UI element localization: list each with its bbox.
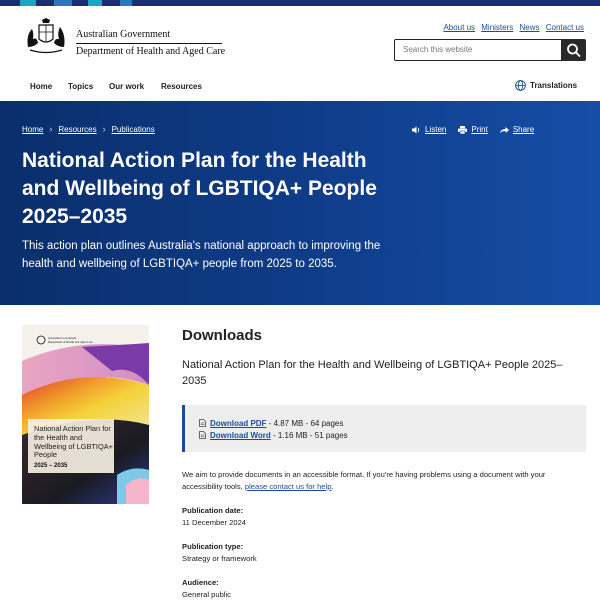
download-row-pdf xyxy=(199,417,586,429)
accessibility-end: . xyxy=(331,482,334,491)
link-about-us[interactable]: About us xyxy=(443,23,476,32)
print-link[interactable]: Print xyxy=(471,125,488,134)
cover-years: 2025 – 2035 xyxy=(34,463,68,469)
audience-value: General public xyxy=(182,590,231,599)
page-title: National Action Plan for the Health and Wellbeing of LGBTIQA+ People 2025–2035 xyxy=(22,149,377,228)
translations-label: Translations xyxy=(530,81,578,90)
cover-artwork xyxy=(22,325,149,504)
breadcrumb-publications[interactable]: Publications xyxy=(111,124,155,134)
search-button[interactable] xyxy=(561,39,586,61)
downloads-heading: Downloads xyxy=(182,327,263,344)
print-button[interactable] xyxy=(458,125,487,134)
link-ministers[interactable]: Ministers xyxy=(481,23,514,32)
audience xyxy=(182,577,231,600)
coat-of-arms-icon[interactable] xyxy=(22,17,70,57)
printer-icon xyxy=(458,126,467,134)
audience-label: Audience: xyxy=(182,578,219,587)
site-header xyxy=(0,6,600,70)
download-links-box xyxy=(182,405,586,452)
publication-cover-image xyxy=(22,325,149,504)
search-icon xyxy=(561,39,586,61)
publication-date-label: Publication date: xyxy=(182,506,244,515)
speaker-icon xyxy=(412,126,421,134)
publication-type-label: Publication type: xyxy=(182,542,244,551)
download-pdf-meta: - 4.87 MB - 64 pages xyxy=(266,418,344,428)
nav-item-our-work[interactable]: Our work xyxy=(109,82,145,91)
download-pdf-link[interactable]: Download PDF xyxy=(210,418,267,428)
download-row-word xyxy=(199,429,586,441)
main-nav xyxy=(0,74,600,100)
search-input[interactable]: Search this website xyxy=(394,39,562,61)
nav-item-resources[interactable]: Resources xyxy=(161,82,202,91)
translations-button[interactable] xyxy=(515,80,577,91)
link-news[interactable]: News xyxy=(519,23,540,32)
share-link[interactable]: Share xyxy=(512,125,535,134)
globe-icon xyxy=(515,80,526,91)
cover-agency xyxy=(48,336,93,344)
hero-banner xyxy=(0,101,600,305)
nav-item-topics[interactable]: Topics xyxy=(68,82,94,91)
link-contact-us[interactable]: Contact us xyxy=(545,23,584,32)
share-button[interactable] xyxy=(500,125,534,134)
agency-name[interactable] xyxy=(76,28,225,59)
agency-line-1: Australian Government xyxy=(76,29,171,40)
publication-type-value: Strategy or framework xyxy=(182,554,257,563)
chevron-right-icon: › xyxy=(49,124,53,134)
contact-help-link[interactable]: please contact us for help xyxy=(244,482,332,491)
download-word-meta: - 1.16 MB - 51 pages xyxy=(270,430,348,440)
accessibility-note xyxy=(182,469,577,493)
breadcrumb-resources[interactable]: Resources xyxy=(58,124,97,134)
share-icon xyxy=(500,126,509,134)
listen-button[interactable] xyxy=(412,125,446,134)
cover-agency-line-1: Australian Government xyxy=(48,336,77,340)
agency-line-2: Department of Health and Aged Care xyxy=(76,46,226,57)
document-title: National Action Plan for the Health and Wellbeing of LGBTIQA+ People 2025–2035 xyxy=(182,359,563,387)
breadcrumb xyxy=(22,124,155,134)
document-icon xyxy=(199,419,206,427)
listen-link[interactable]: Listen xyxy=(425,125,447,134)
utility-links xyxy=(439,23,584,32)
breadcrumb-home[interactable]: Home xyxy=(22,124,44,134)
page-actions xyxy=(412,125,534,134)
chevron-right-icon: › xyxy=(102,124,106,134)
page-summary: This action plan outlines Australia's national approach to improving the health and wellbeing of LGBTIQA+ people from 2025 to 2035. xyxy=(22,240,381,270)
cover-agency-line-2: Department of Health and Aged Care xyxy=(48,340,93,344)
download-word-link[interactable]: Download Word xyxy=(210,430,271,440)
cover-title: National Action Plan for the Health and Wellbeing of LGBTIQA+ People xyxy=(34,424,113,460)
publication-date-value: 11 December 2024 xyxy=(182,518,247,527)
publication-type xyxy=(182,541,257,565)
nav-item-home[interactable]: Home xyxy=(30,82,53,91)
document-icon xyxy=(199,431,206,439)
accessibility-text: We aim to provide documents in an accessible format. If you're having problems using a document with your accessibility tools, xyxy=(182,470,546,491)
agency-divider xyxy=(76,43,222,44)
publication-date xyxy=(182,505,246,529)
